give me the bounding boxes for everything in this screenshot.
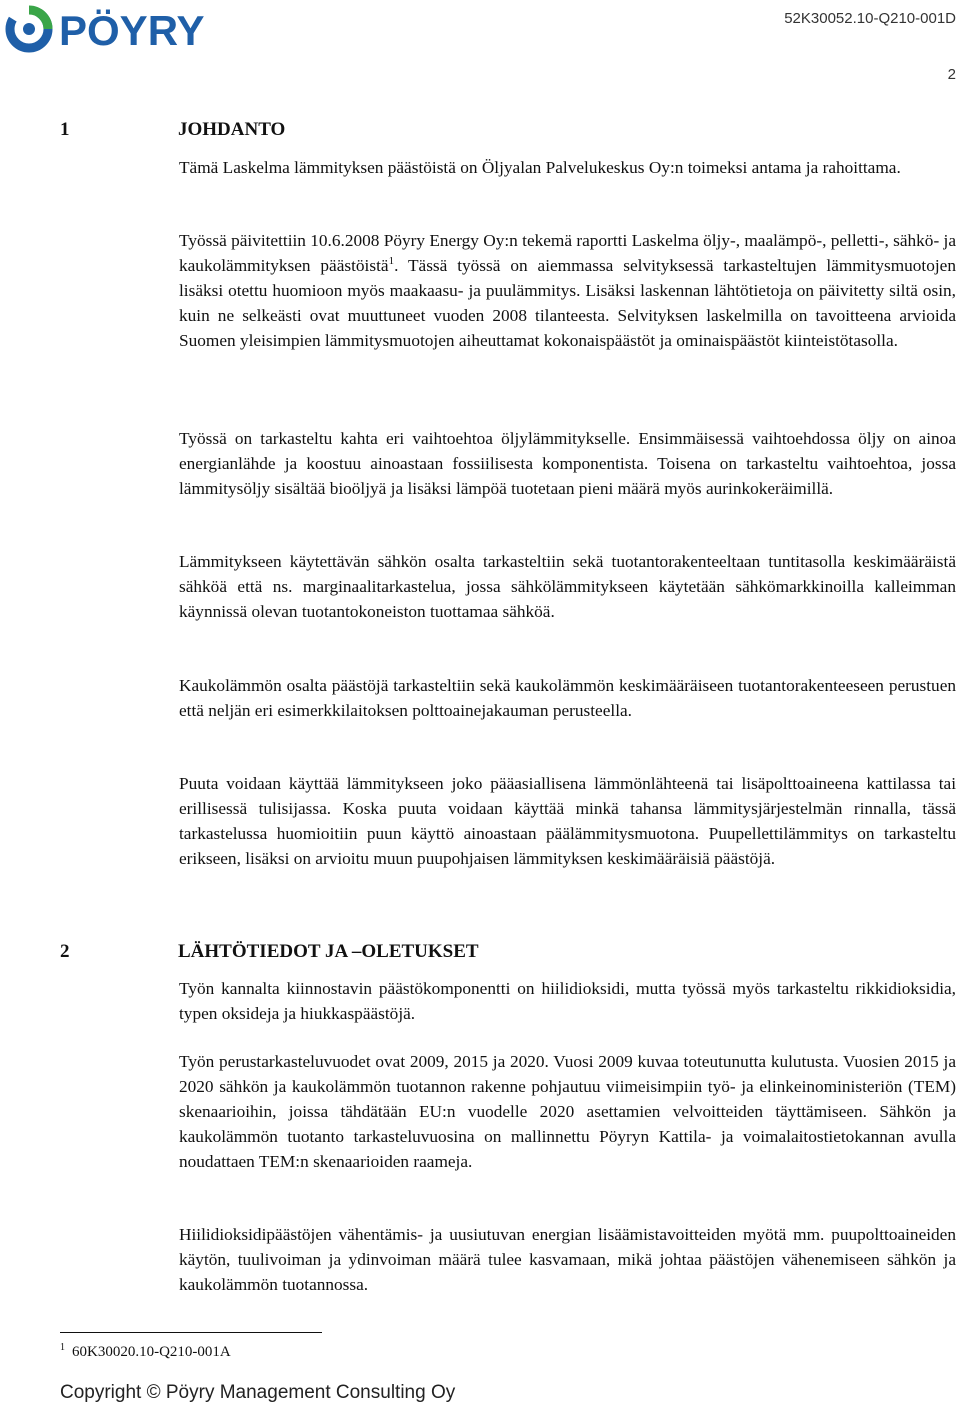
section-number: 2 <box>60 941 70 962</box>
paragraph <box>179 228 956 353</box>
poyry-logo <box>5 4 245 54</box>
paragraph: Työn kannalta kiinnostavin päästökomponentti on hiilidioksidi, mutta työssä myös tarkasteltu rikkidioksidia, typen oksideja ja hiukkaspäästöjä. <box>179 979 956 1023</box>
footnote-reference[interactable]: 1 <box>388 255 395 268</box>
footnote-divider <box>60 1332 322 1333</box>
paragraph: Kaukolämmön osalta päästöjä tarkasteltiin sekä kaukolämmön keskimääräiseen tuotantorakenteeseen perustuen että neljän eri esimerkkilaitoksen polttoainejakauman perusteella. <box>179 676 956 720</box>
section-heading-2 <box>60 941 479 963</box>
paragraph: Lämmitykseen käytettävän sähkön osalta tarkasteltiin sekä tuotantorakenteeltaan tuntitasolla keskimääräistä sähköä että ns. marginaalitarkastelua, jossa sähkölämmitykseen käytetään sähkömarkkinoilla kalleimman käynnissä olevan tuotantokoneiston tuottamaa sähköä. <box>179 552 956 621</box>
logo-wordmark: PÖYRY <box>59 7 205 54</box>
logo-emblem <box>10 10 48 48</box>
paragraph-text: Työssä päivitettiin 10.6.2008 Pöyry Energy Oy:n tekemä raportti Laskelma öljy-, maalämpö-, pelletti-, sähkö- ja kaukolämmityksen päästöistä <box>179 231 956 275</box>
page-number: 2 <box>947 66 956 83</box>
paragraph: Puuta voidaan käyttää lämmitykseen joko pääasiallisena lämmönlähteenä tai lisäpolttoaineena kattilassa tai erillisessä tulisijassa. Koska puuta voidaan käyttää minkä tahansa lämmitysjärjestelmän rinnalla, tässä tarkastelussa huomioitiin puun käyttö ainoastaan päälämmitysmuotona. Puupellettilämmitys on tarkasteltu erikseen, lisäksi on arvioitu muun puupohjaisen lämmityksen keskimääräisiä päästöjä. <box>179 774 956 868</box>
section-title: JOHDANTO <box>178 119 286 140</box>
section-title: LÄHTÖTIEDOT JA –OLETUKSET <box>178 941 479 962</box>
paragraph-text: . Tässä työssä on aiemmassa selvityksessä tarkasteltujen lämmitysmuotojen lisäksi otettu huomioon myös maakaasu- ja puulämmitys. Lisäksi laskennan lähtötietoja on päivitetty siltä osin, kuin ne selkeästi ovat muuttuneet vuoden 2008 tilanteesta. Selvityksen laskelmilla on tavoitteena arvioida Suomen yleisimpien lämmitysmuotojen aiheuttamat kokonaispäästöt ja ominaispäästöt kiinteistötasolla. <box>179 256 956 350</box>
copyright-footer: Copyright © Pöyry Management Consulting Oy <box>60 1382 456 1403</box>
paragraph: Työssä on tarkasteltu kahta eri vaihtoehtoa öljylämmitykselle. Ensimmäisessä vaihtoehdossa öljy on ainoa energianlähde ja koostuu ainoastaan fossiilisesta komponentista. Toisena on tarkasteltu vaihtoehtoa, jossa lämmitysöljy sisältää bioöljyä ja lisäksi lämpöä tuotetaan pieni määrä myös aurinkokeräimillä. <box>179 429 956 498</box>
section-number: 1 <box>60 119 70 140</box>
footnote: 1 60K30020.10-Q210-001A <box>60 1342 231 1360</box>
section-heading-1 <box>60 119 285 141</box>
paragraph: Hiilidioksidipäästöjen vähentämis- ja uusiutuvan energian lisäämistavoitteiden myötä mm. puupolttoaineiden käytön, tuulivoiman ja ydinvoiman määrä tulee kasvamaan, mikä johtaa päästöjen vähenemiseen sähkön ja kaukolämmön tuotannossa. <box>179 1225 956 1294</box>
footnote-text: 60K30020.10-Q210-001A <box>72 1344 231 1360</box>
paragraph: Työn perustarkasteluvuodet ovat 2009, 2015 ja 2020. Vuosi 2009 kuvaa toteutunutta kulutusta. Vuosien 2015 ja 2020 sähkön ja kaukolämmön tuotannon rakenne pohjautuu viimeisimpiin työ- ja elinkeinoministeriön (TEM) skenaarioihin, joissa tähdätään EU:n vuodelle 2020 asettamien velvoitteiden täyttämiseen. Sähkön ja kaukolämmön tuotanto tarkasteluvuosina on mallinnettu Pöyryn Kattila- ja voimalaitostietokannan avulla noudattaen TEM:n skenaarioiden raameja. <box>179 1052 956 1171</box>
paragraph: Tämä Laskelma lämmityksen päästöistä on Öljyalan Palvelukeskus Oy:n toimeksi antama ja rahoittama. <box>179 158 901 177</box>
document-id: 52K30052.10-Q210-001D <box>784 10 956 27</box>
